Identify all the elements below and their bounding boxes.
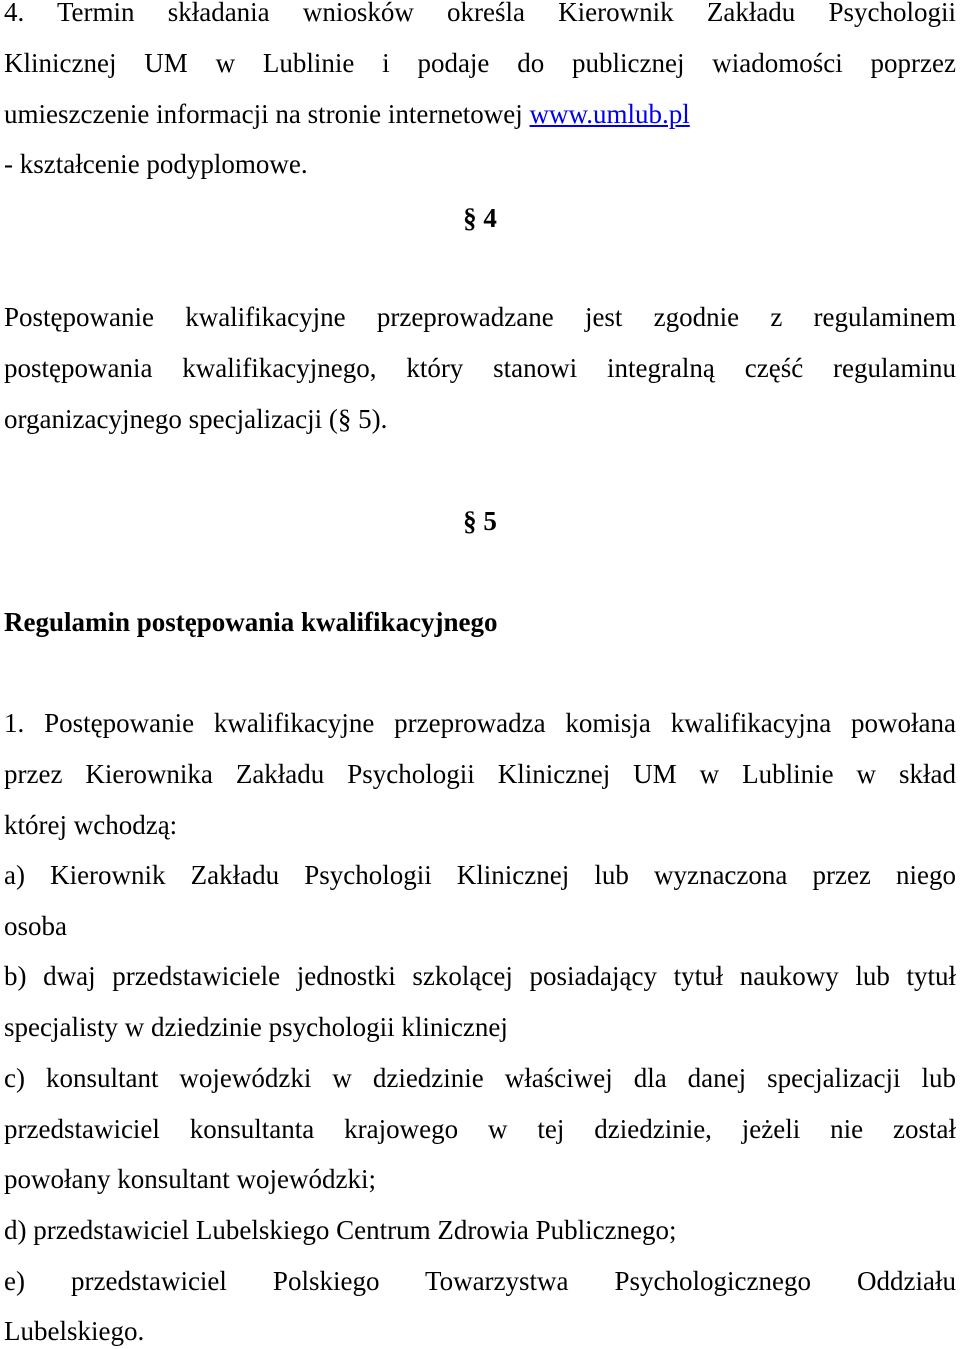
item4-line-2: Klinicznej UM w Lublinie i podaje do publicznej wiadomości poprzez (4, 48, 956, 78)
section-4-paragraph-line-3: organizacyjnego specjalizacji (§ 5). (4, 404, 388, 434)
section-5-mark: § 5 (463, 506, 497, 536)
item4-line-3 (4, 96, 956, 132)
item4-line-4: - kształcenie podyplomowe. (4, 149, 308, 179)
list-item-a-line-2: osoba (4, 911, 67, 941)
list-item-c-line-2: przedstawiciel konsultanta krajowego w tej dziedzinie, jeżeli nie został (4, 1114, 956, 1144)
section-5-heading: Regulamin postępowania kwalifikacyjnego (4, 607, 498, 637)
list-item-c-line-1: c) konsultant wojewódzki w dziedzinie właściwej dla danej specjalizacji lub (4, 1063, 956, 1093)
umlub-link[interactable]: www.umlub.pl (529, 99, 690, 129)
section-5-line-2: przez Kierownika Zakładu Psychologii Klinicznej UM w Lublinie w skład (4, 759, 956, 789)
section-5-line-1: 1. Postępowanie kwalifikacyjne przeprowadza komisja kwalifikacyjna powołana (4, 708, 956, 738)
list-item-b-line-2: specjalisty w dziedzinie psychologii klinicznej (4, 1012, 508, 1042)
list-item-c-line-3: powołany konsultant wojewódzki; (4, 1164, 376, 1194)
item4-line-1: 4. Termin składania wniosków określa Kierownik Zakładu Psychologii (4, 0, 956, 27)
section-4-paragraph-line-1: Postępowanie kwalifikacyjne przeprowadzane jest zgodnie z regulaminem (4, 302, 956, 332)
list-item-a-line-1: a) Kierownik Zakładu Psychologii Klinicznej lub wyznaczona przez niego (4, 860, 956, 890)
section-4-mark: § 4 (463, 203, 497, 233)
list-item-b-line-1: b) dwaj przedstawiciele jednostki szkolącej posiadający tytuł naukowy lub tytuł (4, 961, 956, 991)
list-item-d-line-1: d) przedstawiciel Lubelskiego Centrum Zdrowia Publicznego; (4, 1215, 677, 1245)
item4-line-3-text: umieszczenie informacji na stronie internetowej (4, 99, 530, 129)
section-4-paragraph-line-2: postępowania kwalifikacyjnego, który stanowi integralną część regulaminu (4, 353, 956, 383)
list-item-e-line-1: e) przedstawiciel Polskiego Towarzystwa Psychologicznego Oddziału (4, 1266, 956, 1296)
section-5-line-3: której wchodzą: (4, 810, 178, 840)
list-item-e-line-2: Lubelskiego. (4, 1316, 145, 1346)
